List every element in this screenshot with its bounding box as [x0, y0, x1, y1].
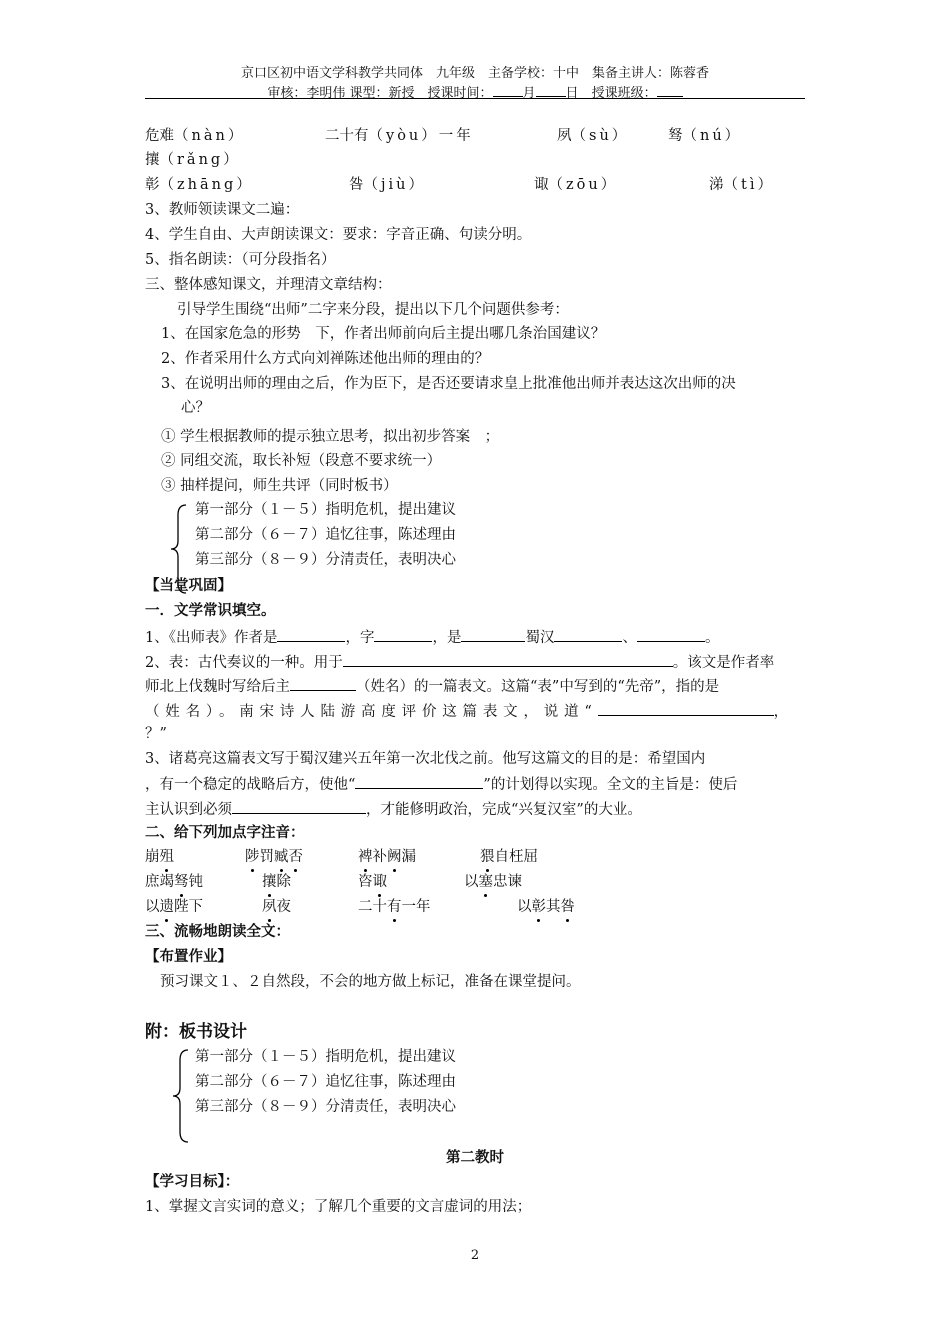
header-line-1: 京口区初中语文学科教学共同体 九年级 主备学校：十中 集备主讲人：陈蓉香	[240, 66, 709, 81]
step-3: 3、教师领读课文二遍：	[145, 202, 300, 218]
pinyin-item: 驽（nú）	[668, 128, 743, 144]
homework-text: 预习课文１、２自然段，不会的地方做上标记，准备在课堂提问。	[160, 974, 581, 990]
dotted-word: 崩殂	[145, 849, 174, 865]
question-3: 3、在说明出师的理由之后，作为臣下，是否还要请求皇上批准他出师并表达这次出师的决	[161, 376, 736, 392]
question-2: 2、作者采用什么方式向刘禅陈述他出师的理由的？	[161, 351, 490, 367]
phonetic-heading: 二、给下列加点字注音：	[145, 824, 305, 841]
pinyin-item: 诹（zōu）	[534, 177, 619, 193]
step-circle-2: ② 同组交流，取长补短（段意不要求统一）	[161, 453, 442, 469]
pinyin-item: 危难（nàn）	[145, 128, 246, 144]
fill-blank-heading: 一．文学常识填空。	[145, 602, 276, 619]
section-3-title: 三、整体感知课文，并理清文章结构：	[145, 277, 392, 293]
pinyin-item: 涕（tì）	[709, 177, 775, 193]
reading-heading: 三、流畅地朗读全文：	[145, 923, 290, 940]
dotted-word: 攘除	[262, 874, 291, 890]
pinyin-item: 夙（sù）	[557, 128, 630, 144]
appendix-heading: 附：板书设计	[145, 1022, 247, 1042]
consolidate-heading: 【当堂巩固】	[145, 577, 232, 594]
dotted-word: 以彰其咎	[517, 899, 575, 915]
left-brace-icon	[170, 1048, 192, 1144]
pinyin-item: 咎（jiù）	[349, 177, 426, 193]
step-4: 4、学生自由、大声朗读课文：要求：字音正确、句读分明。	[145, 227, 532, 243]
dotted-word: 陟罚臧否	[245, 849, 303, 865]
fill-item-3: 3、诸葛亮这篇表文写于蜀汉建兴五年第一次北伐之前。他写这篇文的目的是：希望国内	[145, 751, 706, 767]
fill-item-1: 1、《出师表》作者是 ，字 ，是 蜀汉 、 。	[145, 626, 719, 648]
fill-item-2-cont: 师北上伐魏时写给后主 （姓名）的一篇表文。这篇“表”中写到的“先帝”，指的是	[145, 675, 719, 697]
structure-part-1: 第一部分（１－５）指明危机，提出建议	[195, 502, 456, 518]
question-3-cont: 心？	[181, 400, 210, 416]
step-circle-3: ③ 抽样提问，师生共评（同时板书）	[161, 478, 398, 494]
learning-goal-1: 1、掌握文言实词的意义；了解几个重要的文言虚词的用法；	[145, 1199, 532, 1215]
board-part-3: 第三部分（８－９）分清责任，表明决心	[195, 1099, 456, 1115]
fill-item-2-cont2: （姓名）。南宋诗人陆游高度评价这篇表文，说道“ ，	[145, 700, 805, 722]
header-line-2: 审核：李明伟 课型：新授 授课时间： 月 日 授课班级：	[145, 81, 805, 102]
step-circle-1: ① 学生根据教师的提示独立思考，拟出初步答案 ；	[161, 429, 500, 445]
dotted-word: 猥自枉屈	[480, 849, 538, 865]
lesson-2-title: 第二教时	[446, 1149, 504, 1166]
dotted-word: 裨补阙漏	[358, 849, 416, 865]
pinyin-item: 彰（zhāng）	[145, 177, 254, 193]
board-part-1: 第一部分（１－５）指明危机，提出建议	[195, 1049, 456, 1065]
fill-item-3-cont2: 主认识到必须 ，才能修明政治，完成“兴复汉室”的大业。	[145, 798, 642, 820]
pinyin-item: 二十有（yòu）一年	[325, 128, 474, 144]
pinyin-item: 攘（rǎng）	[145, 152, 241, 168]
dotted-word: 以塞忠谏	[464, 874, 522, 890]
fill-item-2-cont3: ？”	[145, 726, 167, 742]
learning-goals-heading: 【学习目标】：	[145, 1173, 240, 1190]
fill-item-3-cont: ，有一个稳定的战略后方，使他“ ”的计划得以实现。全文的主旨是：使后	[145, 773, 737, 795]
page-number: 2	[470, 1248, 480, 1263]
section-3-intro: 引导学生围绕“出师”二字来分段，提出以下几个问题供参考：	[177, 302, 569, 318]
structure-part-3: 第三部分（８－９）分清责任，表明决心	[195, 552, 456, 568]
board-part-2: 第二部分（６－７）追忆往事，陈述理由	[195, 1074, 456, 1090]
question-1: 1、在国家危急的形势 下，作者出师前向后主提出哪几条治国建议？	[161, 326, 606, 342]
homework-heading: 【布置作业】	[145, 948, 232, 965]
structure-part-2: 第二部分（６－７）追忆往事，陈述理由	[195, 527, 456, 543]
dotted-word: 二十有一年	[358, 899, 431, 915]
header-rule	[145, 98, 805, 99]
dotted-word: 夙夜	[262, 899, 291, 915]
fill-item-2: 2、表：古代奏议的一种。用于 。该文是作者率	[145, 651, 774, 673]
dotted-word: 咨诹	[358, 874, 387, 890]
step-5: 5、指名朗读：（可分段指名）	[145, 252, 336, 268]
dotted-word: 庶竭驽钝	[145, 874, 203, 890]
dotted-word: 以遗陛下	[145, 899, 203, 915]
